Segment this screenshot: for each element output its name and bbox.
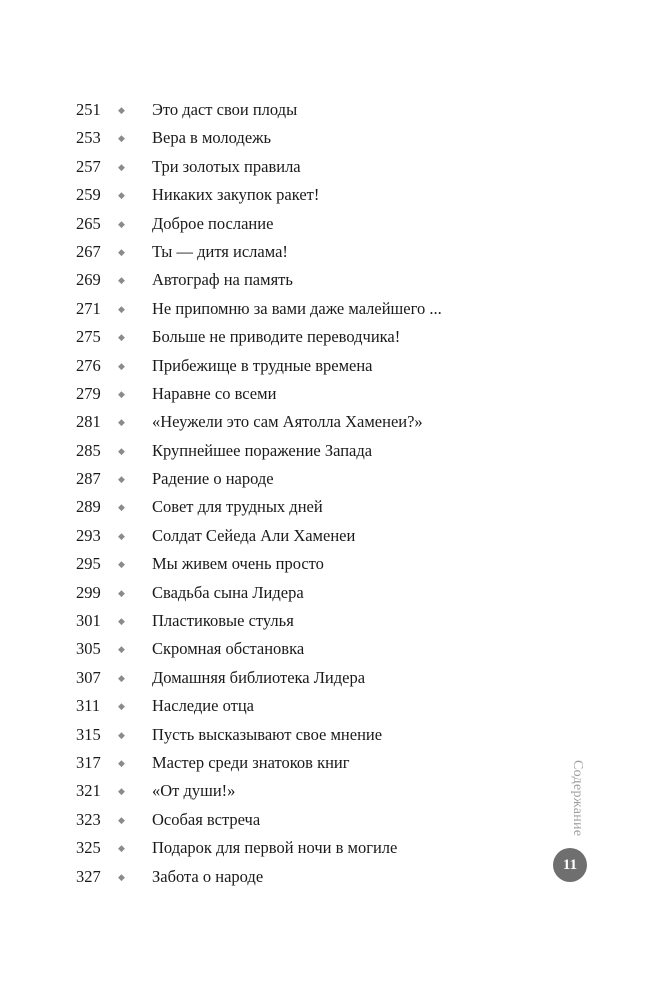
- toc-entry-title: Солдат Сейеда Али Хаменеи: [152, 525, 356, 545]
- toc-entry-page: 295: [76, 554, 101, 574]
- toc-entry-title: Забота о народе: [152, 866, 264, 886]
- toc-entry-page: 265: [76, 213, 101, 233]
- diamond-bullet-icon: ◆: [118, 445, 125, 456]
- toc-entry-page: 279: [76, 383, 101, 403]
- toc-entry-page: 275: [76, 327, 101, 347]
- toc-entry-title: Три золотых правила: [152, 156, 301, 176]
- toc-entry: [0, 550, 540, 578]
- diamond-bullet-icon: ◆: [118, 246, 125, 257]
- diamond-bullet-icon: ◆: [118, 616, 125, 627]
- toc-entry-title: Крупнейшее поражение Запада: [152, 440, 373, 460]
- toc-entry-title: Прибежище в трудные времена: [152, 355, 373, 375]
- toc-entry-title: Наравне со всеми: [152, 383, 277, 403]
- toc-entry-title: «От души!»: [152, 781, 236, 801]
- toc-entry-page: 251: [76, 100, 101, 119]
- diamond-bullet-icon: ◆: [118, 502, 125, 513]
- toc-entry-page: 253: [76, 128, 101, 148]
- toc-entry: [0, 635, 540, 663]
- toc-entry: [0, 210, 540, 238]
- toc-entry: [0, 323, 540, 351]
- toc-entry: [0, 579, 540, 607]
- diamond-bullet-icon: ◆: [118, 871, 125, 882]
- toc-entry-title: Пластиковые стулья: [152, 611, 294, 631]
- toc-entry-title: Это даст свои плоды: [152, 100, 298, 119]
- toc-entry: [0, 721, 540, 749]
- toc-entry-title: «Неужели это сам Аятолла Хаменеи?»: [152, 412, 423, 432]
- toc-entry-page: 267: [76, 241, 101, 261]
- toc-entry-page: 276: [76, 355, 101, 375]
- toc-entry-title: Свадьба сына Лидера: [152, 582, 304, 602]
- toc-entry-title: Совет для трудных дней: [152, 497, 323, 517]
- toc-entry: [0, 834, 540, 862]
- toc-entry: [0, 465, 540, 493]
- toc-entry-page: 311: [76, 696, 101, 716]
- toc-entry-page: 271: [76, 298, 101, 318]
- toc-entry-title: Не припомню за вами даже малейшего ...: [152, 298, 442, 318]
- running-head: [571, 760, 591, 840]
- toc-entry-page: 305: [76, 639, 101, 659]
- toc-entry-title: Подарок для первой ночи в могиле: [152, 838, 398, 858]
- diamond-bullet-icon: ◆: [118, 161, 125, 172]
- toc-entry-title: Домашняя библиотека Лидера: [152, 667, 366, 687]
- toc-entry-title: Пусть высказывают свое мнение: [152, 724, 383, 744]
- toc-entry: [0, 238, 540, 266]
- toc-entry: [0, 493, 540, 521]
- toc-entry: [0, 153, 540, 181]
- toc-entry: [0, 806, 540, 834]
- diamond-bullet-icon: ◆: [118, 474, 125, 485]
- diamond-bullet-icon: ◆: [118, 303, 125, 314]
- diamond-bullet-icon: ◆: [118, 530, 125, 541]
- toc-entry-title: Вера в молодежь: [152, 128, 272, 148]
- toc-entry-page: 257: [76, 156, 101, 176]
- table-of-contents: [0, 96, 540, 891]
- toc-entry: [0, 749, 540, 777]
- toc-entry-title: Особая встреча: [152, 809, 261, 829]
- diamond-bullet-icon: ◆: [118, 105, 125, 115]
- toc-entry: [0, 863, 540, 891]
- toc-entry: [0, 352, 540, 380]
- toc-entry: [0, 607, 540, 635]
- toc-entry: [0, 181, 540, 209]
- toc-entry-page: 285: [76, 440, 101, 460]
- diamond-bullet-icon: ◆: [118, 388, 125, 399]
- diamond-bullet-icon: ◆: [118, 729, 125, 740]
- diamond-bullet-icon: ◆: [118, 360, 125, 371]
- diamond-bullet-icon: ◆: [118, 133, 125, 144]
- diamond-bullet-icon: ◆: [118, 587, 125, 598]
- toc-entry: [0, 777, 540, 805]
- toc-entry-page: 327: [76, 866, 101, 886]
- page-number: 11: [562, 857, 578, 873]
- toc-entry-page: 259: [76, 185, 101, 205]
- toc-entry: [0, 295, 540, 323]
- toc-entry-page: 325: [76, 838, 101, 858]
- page-number-badge: [553, 848, 587, 882]
- toc-entry-page: 299: [76, 582, 101, 602]
- toc-entry-page: 269: [76, 270, 101, 290]
- toc-entry-page: 287: [76, 469, 101, 489]
- toc-entry-title: Автограф на память: [152, 270, 293, 290]
- toc-entry: [0, 408, 540, 436]
- diamond-bullet-icon: ◆: [118, 559, 125, 570]
- toc-entry-page: 321: [76, 781, 101, 801]
- diamond-bullet-icon: ◆: [118, 644, 125, 655]
- toc-entry: [0, 380, 540, 408]
- diamond-bullet-icon: ◆: [118, 701, 125, 712]
- diamond-bullet-icon: ◆: [118, 275, 125, 286]
- toc-entry-title: Скромная обстановка: [152, 639, 305, 659]
- toc-entry-title: Больше не приводите переводчика!: [152, 327, 401, 347]
- toc-entry-page: 293: [76, 525, 101, 545]
- toc-entry-page: 323: [76, 809, 101, 829]
- toc-entry: [0, 96, 540, 124]
- diamond-bullet-icon: ◆: [118, 843, 125, 854]
- diamond-bullet-icon: ◆: [118, 417, 125, 428]
- toc-entry-title: Наследие отца: [152, 696, 254, 716]
- toc-entry: [0, 266, 540, 294]
- diamond-bullet-icon: ◆: [118, 786, 125, 797]
- toc-entry-title: Доброе послание: [152, 213, 274, 233]
- diamond-bullet-icon: ◆: [118, 757, 125, 768]
- toc-entry-title: Радение о народе: [152, 469, 274, 489]
- toc-entry-page: 301: [76, 611, 101, 631]
- diamond-bullet-icon: ◆: [118, 218, 125, 229]
- toc-entry-page: 289: [76, 497, 101, 517]
- diamond-bullet-icon: ◆: [118, 332, 125, 343]
- toc-entry: [0, 437, 540, 465]
- toc-entry-title: Мы живем очень просто: [152, 554, 324, 574]
- toc-entry: [0, 124, 540, 152]
- toc-entry-title: Мастер среди знатоков книг: [152, 752, 350, 772]
- toc-entry-title: Ты — дитя ислама!: [152, 241, 288, 261]
- toc-entry-page: 317: [76, 752, 101, 772]
- toc-entry: [0, 692, 540, 720]
- toc-entry-page: 315: [76, 724, 101, 744]
- toc-entry-page: 307: [76, 667, 101, 687]
- running-head-label: Содержание: [570, 760, 585, 837]
- toc-entry: [0, 522, 540, 550]
- toc-entry: [0, 664, 540, 692]
- diamond-bullet-icon: ◆: [118, 672, 125, 683]
- diamond-bullet-icon: ◆: [118, 190, 125, 201]
- diamond-bullet-icon: ◆: [118, 814, 125, 825]
- toc-entry-page: 281: [76, 412, 101, 432]
- toc-entry-title: Никаких закупок ракет!: [152, 185, 320, 205]
